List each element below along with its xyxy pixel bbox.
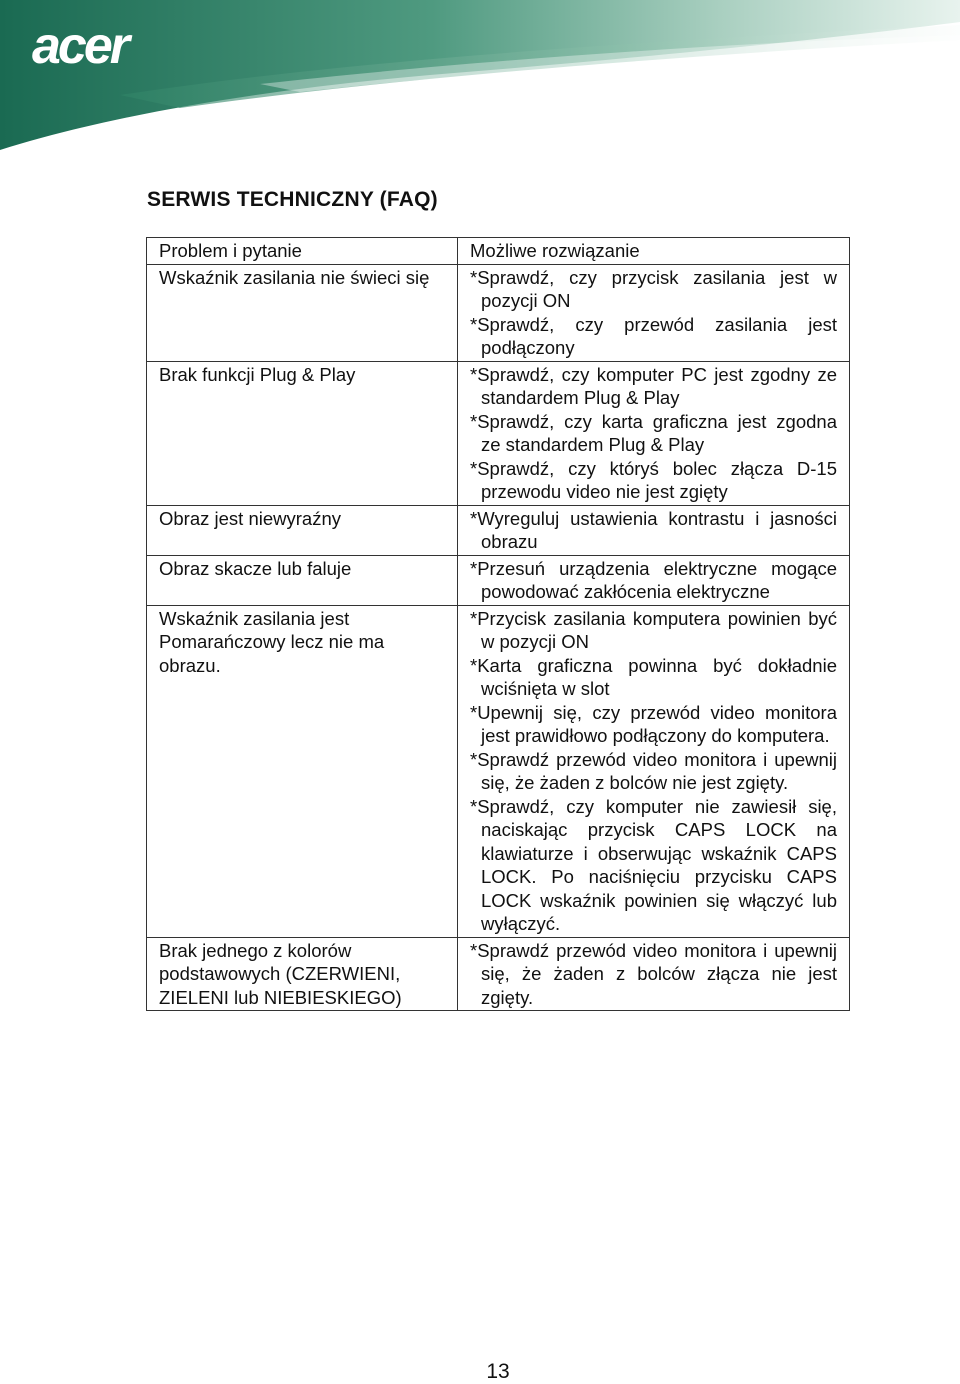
table-row bbox=[147, 361, 850, 505]
header-banner bbox=[0, 0, 960, 150]
solution-item: *Sprawdź przewód video monitora i upewnij się, że żaden z bolców złącza nie jest zgięty. bbox=[470, 939, 837, 1008]
solution-item: *Sprawdź przewód video monitora i upewnij się, że żaden z bolców nie jest zgięty. bbox=[470, 748, 837, 793]
column-header-problem: Problem i pytanie bbox=[147, 238, 458, 265]
solution-cell bbox=[458, 555, 850, 605]
solution-cell bbox=[458, 605, 850, 937]
table-row bbox=[147, 937, 850, 1011]
table-row bbox=[147, 555, 850, 605]
table-header-row bbox=[147, 238, 850, 265]
banner-graphic bbox=[0, 0, 960, 150]
solution-cell bbox=[458, 361, 850, 505]
solution-item: *Sprawdź, czy przewód zasilania jest podłączony bbox=[470, 313, 837, 358]
solution-item: *Sprawdź, czy któryś bolec złącza D-15 przewodu video nie jest zgięty bbox=[470, 457, 837, 502]
solution-cell bbox=[458, 264, 850, 361]
problem-cell: Obraz skacze lub faluje bbox=[147, 555, 458, 605]
problem-cell: Wskaźnik zasilania nie świeci się bbox=[147, 264, 458, 361]
solution-item: *Sprawdź, czy przycisk zasilania jest w pozycji ON bbox=[470, 266, 837, 311]
table-row bbox=[147, 605, 850, 937]
faq-table bbox=[146, 237, 850, 1011]
solution-item: *Karta graficzna powinna być dokładnie wciśnięta w slot bbox=[470, 654, 837, 699]
acer-logo: acer bbox=[32, 17, 127, 75]
problem-cell: Wskaźnik zasilania jest Pomarańczowy lecz nie ma obrazu. bbox=[147, 605, 458, 937]
solution-item: *Przesuń urządzenia elektryczne mogące powodować zakłócenia elektryczne bbox=[470, 557, 837, 602]
solution-item: *Wyreguluj ustawienia kontrastu i jasności obrazu bbox=[470, 507, 837, 552]
problem-cell: Brak jednego z kolorów podstawowych (CZERWIENI, ZIELENI lub NIEBIESKIEGO) bbox=[147, 937, 458, 1011]
problem-cell: Brak funkcji Plug & Play bbox=[147, 361, 458, 505]
page-number: 13 bbox=[486, 1360, 510, 1383]
solution-item: *Sprawdź, czy komputer PC jest zgodny ze standardem Plug & Play bbox=[470, 363, 837, 408]
page-title: SERWIS TECHNICZNY (FAQ) bbox=[147, 188, 438, 211]
table-row bbox=[147, 264, 850, 361]
problem-cell: Obraz jest niewyraźny bbox=[147, 505, 458, 555]
table-row bbox=[147, 505, 850, 555]
column-header-solution: Możliwe rozwiązanie bbox=[458, 238, 850, 265]
solution-item: *Sprawdź, czy komputer nie zawiesił się, naciskając przycisk CAPS LOCK na klawiaturze i obserwując wskaźnik CAPS LOCK. Po naciśnięciu przycisku CAPS LOCK wskaźnik powinien się włączyć lub wyłączyć. bbox=[470, 795, 837, 934]
solution-item: *Upewnij się, czy przewód video monitora jest prawidłowo podłączony do komputera. bbox=[470, 701, 837, 746]
solution-cell bbox=[458, 505, 850, 555]
solution-item: *Sprawdź, czy karta graficzna jest zgodna ze standardem Plug & Play bbox=[470, 410, 837, 455]
solution-item: *Przycisk zasilania komputera powinien być w pozycji ON bbox=[470, 607, 837, 652]
solution-cell bbox=[458, 937, 850, 1011]
